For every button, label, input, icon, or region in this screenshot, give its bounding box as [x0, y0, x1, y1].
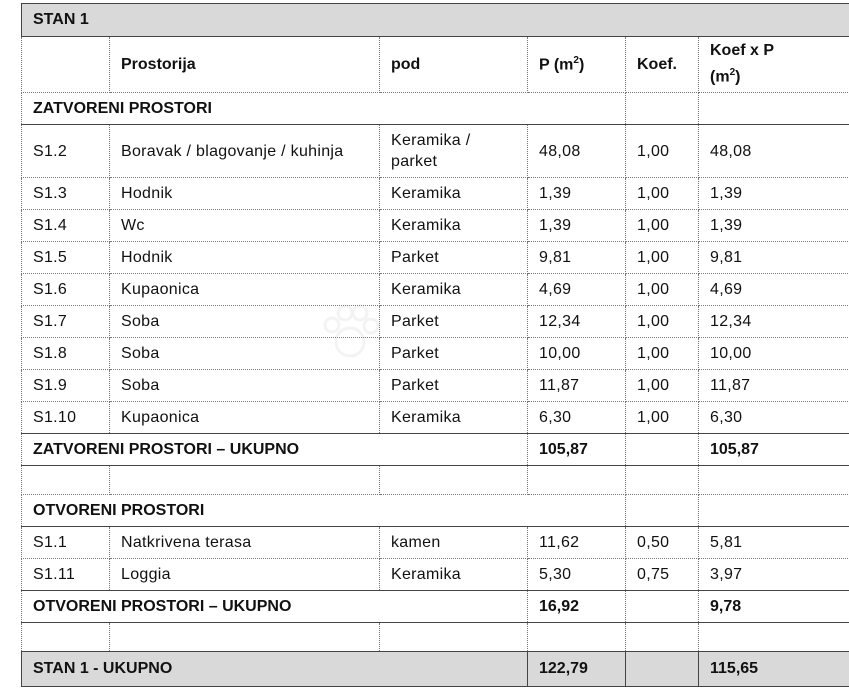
room-floor: Parket — [380, 242, 528, 274]
room-weighted-area: 5,81 — [699, 527, 849, 559]
room-area: 6,30 — [528, 402, 626, 434]
area-table — [21, 3, 849, 687]
room-area: 5,30 — [528, 559, 626, 591]
total-row-closed — [22, 434, 849, 466]
header-row — [22, 37, 849, 93]
room-name: Soba — [110, 370, 380, 402]
room-weighted-area: 10,00 — [699, 338, 849, 370]
room-weighted-area: 4,69 — [699, 274, 849, 306]
header-prostorija: Prostorija — [110, 37, 380, 93]
room-koef: 1,00 — [626, 306, 699, 338]
room-id: S1.1 — [22, 527, 110, 559]
room-area: 1,39 — [528, 210, 626, 242]
room-koef: 1,00 — [626, 210, 699, 242]
room-weighted-area: 6,30 — [699, 402, 849, 434]
room-weighted-area: 9,81 — [699, 242, 849, 274]
room-floor: Parket — [380, 370, 528, 402]
header-koef-x-p: Koef x P $(m^2)$ — [699, 37, 849, 93]
section-row-closed — [22, 93, 849, 125]
room-id: S1.8 — [22, 338, 110, 370]
room-koef: 1,00 — [626, 125, 699, 178]
room-koef: 1,00 — [626, 370, 699, 402]
table-row — [22, 527, 849, 559]
room-floor: Keramika — [380, 274, 528, 306]
room-area: 11,62 — [528, 527, 626, 559]
table-row — [22, 242, 849, 274]
room-weighted-area: 48,08 — [699, 125, 849, 178]
room-weighted-area: 3,97 — [699, 559, 849, 591]
room-id: S1.10 — [22, 402, 110, 434]
room-weighted-area: 12,34 — [699, 306, 849, 338]
table-row — [22, 125, 849, 178]
total-weighted-open: 9,78 — [699, 591, 849, 623]
room-id: S1.6 — [22, 274, 110, 306]
total-weighted-closed: 105,87 — [699, 434, 849, 466]
room-weighted-area: 11,87 — [699, 370, 849, 402]
grand-total-label: STAN 1 - UKUPNO — [22, 652, 528, 687]
table-row — [22, 338, 849, 370]
room-area: 4,69 — [528, 274, 626, 306]
room-name: Kupaonica — [110, 402, 380, 434]
total-label-open: OTVORENI PROSTORI – UKUPNO — [22, 591, 528, 623]
table-row — [22, 210, 849, 242]
room-area: 1,39 — [528, 178, 626, 210]
spacer-row — [22, 466, 849, 495]
room-id: S1.9 — [22, 370, 110, 402]
room-name: Natkrivena terasa — [110, 527, 380, 559]
room-name: Loggia — [110, 559, 380, 591]
room-name: Wc — [110, 210, 380, 242]
room-floor: Keramika — [380, 402, 528, 434]
header-area: P $(m^2)$ — [528, 37, 626, 93]
room-id: S1.5 — [22, 242, 110, 274]
room-area: 48,08 — [528, 125, 626, 178]
room-id: S1.11 — [22, 559, 110, 591]
room-name: Kupaonica — [110, 274, 380, 306]
room-koef: 1,00 — [626, 274, 699, 306]
total-area-open: 16,92 — [528, 591, 626, 623]
room-name: Hodnik — [110, 178, 380, 210]
room-area: 12,34 — [528, 306, 626, 338]
room-koef: 1,00 — [626, 338, 699, 370]
table-row — [22, 370, 849, 402]
total-label-closed: ZATVORENI PROSTORI – UKUPNO — [22, 434, 528, 466]
spacer-row — [22, 623, 849, 652]
table-title-row — [22, 4, 849, 37]
room-floor: Keramika / parket — [380, 125, 528, 178]
room-weighted-area: 1,39 — [699, 178, 849, 210]
room-floor: Parket — [380, 338, 528, 370]
table-row — [22, 306, 849, 338]
total-row-open — [22, 591, 849, 623]
room-id: S1.4 — [22, 210, 110, 242]
room-koef: 0,50 — [626, 527, 699, 559]
table-row — [22, 402, 849, 434]
room-koef: 1,00 — [626, 242, 699, 274]
room-weighted-area: 1,39 — [699, 210, 849, 242]
grand-total-weighted: 115,65 — [699, 652, 849, 687]
room-id: S1.3 — [22, 178, 110, 210]
room-floor: Parket — [380, 306, 528, 338]
room-floor: Keramika — [380, 178, 528, 210]
table-title: STAN 1 — [22, 4, 849, 37]
room-id: S1.2 — [22, 125, 110, 178]
room-name: Soba — [110, 338, 380, 370]
header-id — [22, 37, 110, 93]
section-title-closed: ZATVORENI PROSTORI — [22, 93, 626, 125]
room-area: 9,81 — [528, 242, 626, 274]
room-name: Hodnik — [110, 242, 380, 274]
section-row-open — [22, 495, 849, 527]
table-row — [22, 559, 849, 591]
total-area-closed: 105,87 — [528, 434, 626, 466]
room-floor: kamen — [380, 527, 528, 559]
room-koef: 0,75 — [626, 559, 699, 591]
header-koef: Koef. — [626, 37, 699, 93]
room-area: 10,00 — [528, 338, 626, 370]
grand-total-area: 122,79 — [528, 652, 626, 687]
table-row — [22, 178, 849, 210]
room-koef: 1,00 — [626, 178, 699, 210]
room-area: 11,87 — [528, 370, 626, 402]
room-name: Boravak / blagovanje / kuhinja — [110, 125, 380, 178]
table-row — [22, 274, 849, 306]
room-floor: Keramika — [380, 210, 528, 242]
section-title-open: OTVORENI PROSTORI — [22, 495, 626, 527]
room-name: Soba — [110, 306, 380, 338]
room-koef: 1,00 — [626, 402, 699, 434]
room-floor: Keramika — [380, 559, 528, 591]
room-id: S1.7 — [22, 306, 110, 338]
grand-total-row — [22, 652, 849, 687]
header-pod: pod — [380, 37, 528, 93]
